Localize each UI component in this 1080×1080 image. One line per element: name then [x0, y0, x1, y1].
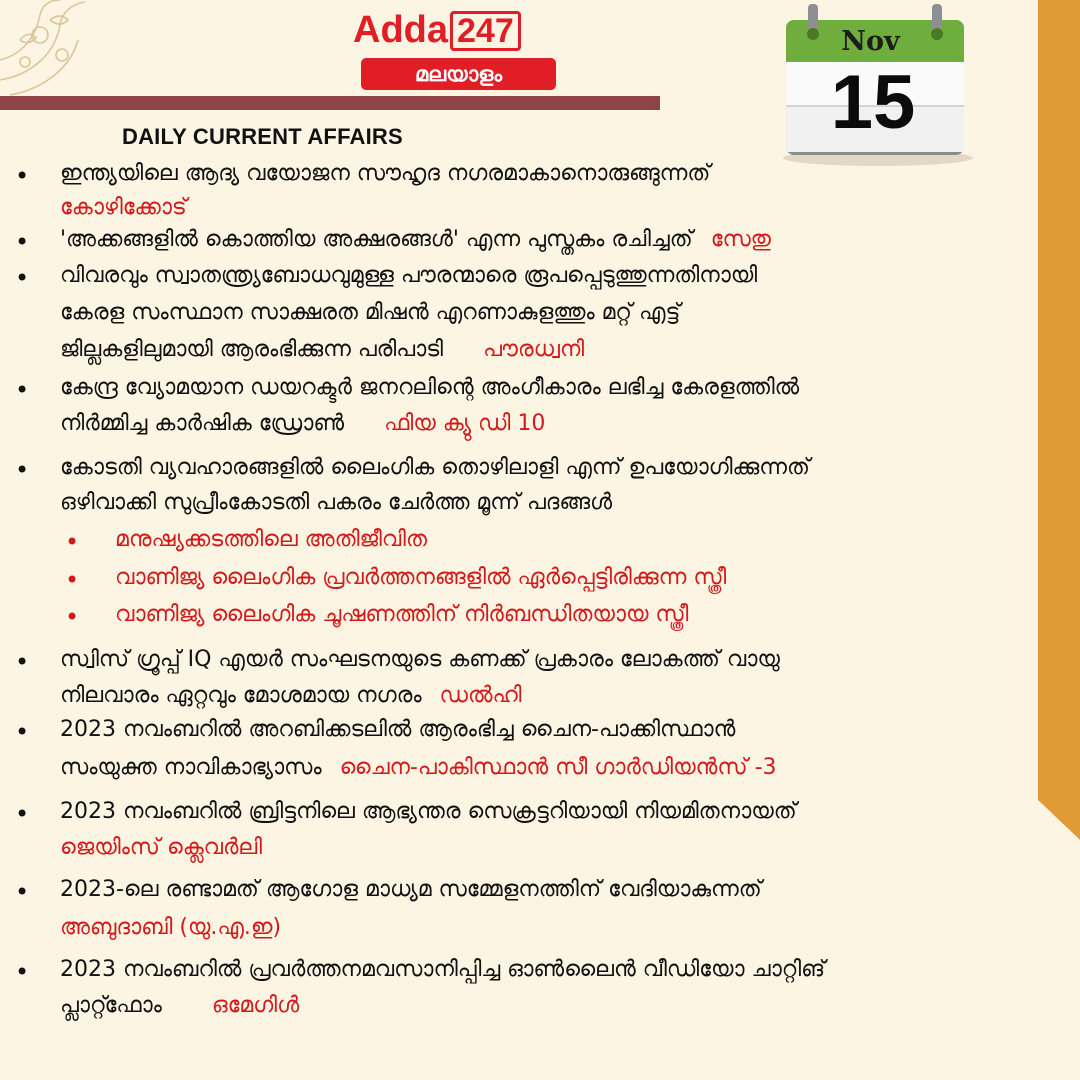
brand-wordmark [353, 8, 563, 52]
header-divider [0, 96, 660, 110]
question-line [60, 754, 777, 782]
answer-text: അബുദാബി (യു.എ.ഇ) [60, 915, 282, 940]
question-line [60, 226, 771, 254]
bullet-dot: • [15, 264, 30, 292]
question-line: കോടതി വ്യവഹാരങ്ങളിൽ ലൈംഗിക തൊഴിലാളി എന്ന് ഉപയോഗിക്കുന്നത് [60, 455, 810, 480]
brand-name: Adda [353, 9, 448, 51]
question-line: സ്വിസ് ഗ്രൂപ്പ് IQ എയർ സംഘടനയുടെ കണക്ക് പ്രകാരം ലോകത്ത് വായു [60, 647, 780, 672]
bullet-dot: • [15, 456, 30, 484]
bullet-dot: • [15, 878, 30, 906]
question-text: പ്ലാറ്റ്ഫോം [60, 993, 162, 1018]
question-text: നിർമ്മിച്ച കാർഷിക ഡ്രോൺ [60, 411, 345, 436]
answer-text: പൗരധ്വനി [483, 337, 585, 362]
bullet-dot: • [15, 958, 30, 986]
question-line: 2023 നവംബറിൽ അറബിക്കടലിൽ ആരംഭിച്ച ചൈന-പാക്കിസ്ഥാൻ [60, 717, 736, 742]
brand-logo [353, 8, 563, 90]
question-text: സംയുക്ത നാവികാഭ്യാസം [60, 755, 322, 780]
bullet-dot: • [15, 648, 30, 676]
question-line: 2023 നവംബറിൽ ബ്രിട്ടനിലെ ആഭ്യന്തര സെക്രട്ടറിയായി നിയമിതനായത് [60, 799, 797, 824]
question-line: ഒഴിവാക്കി സുപ്രീംകോടതി പകരം ചേർത്ത മൂന്ന് പദങ്ങൾ [60, 490, 613, 515]
sub-answer-text: വാണിജ്യ ലൈംഗിക ചൂഷണത്തിന് നിർബന്ധിതയായ സ്ത്രീ [115, 602, 689, 627]
sub-bullet-dot: • [65, 528, 80, 556]
question-text: നിലവാരം ഏറ്റവും മോശമായ നഗരം [60, 683, 422, 708]
question-line: 2023 നവംബറിൽ പ്രവർത്തനമവസാനിപ്പിച്ച ഓൺലൈൻ വീഡിയോ ചാറ്റിങ് [60, 957, 826, 982]
brand-language-label: മലയാളം [361, 58, 556, 90]
sub-bullet-dot: • [65, 566, 80, 594]
calendar-day: 15 [830, 60, 916, 145]
question-line: കേരള സംസ്ഥാന സാക്ഷരത മിഷൻ എറണാകുളത്തും മറ്റ് എട്ട് [60, 300, 681, 325]
sub-answer-text: മനുഷ്യക്കടത്തിലെ അതിജീവിത [115, 527, 427, 552]
question-line: 2023-ലെ രണ്ടാമത് ആഗോള മാധ്യമ സമ്മേളനത്തിന് വേദിയാകുന്നത് [60, 877, 762, 902]
side-band [1038, 0, 1080, 1080]
bullet-dot: • [15, 718, 30, 746]
brand-number: 247 [450, 11, 521, 51]
answer-text: കോഴിക്കോട് [60, 195, 187, 220]
question-line: കേന്ദ്ര വ്യോമയാന ഡയറക്ടർ ജനറലിന്റെ അംഗീകാരം ലഭിച്ച കേരളത്തിൽ [60, 375, 800, 400]
answer-text: സേതു [710, 227, 771, 252]
bullet-dot: • [15, 228, 30, 256]
bullet-dot: • [15, 376, 30, 404]
answer-text: ഒമേഗിൾ [211, 993, 300, 1018]
question-text: 'അക്കങ്ങളിൽ കൊത്തിയ അക്ഷരങ്ങൾ' എന്ന പുസ്തകം രചിച്ചത് [60, 227, 693, 252]
sub-answer-text: വാണിജ്യ ലൈംഗിക പ്രവർത്തനങ്ങളിൽ ഏർപ്പെട്ടിരിക്കുന്ന സ്ത്രീ [115, 565, 727, 590]
question-text: ജില്ലകളിലുമായി ആരംഭിക്കുന്ന പരിപാടി [60, 337, 444, 362]
answer-text: ജെയിംസ് ക്ലെവർലി [60, 835, 262, 860]
calendar-month: Nov [841, 26, 900, 57]
question-line: ഇന്ത്യയിലെ ആദ്യ വയോജന സൗഹൃദ നഗരമാകാനൊരുങ്ങുന്നത് [60, 161, 711, 186]
question-line: വിവരവും സ്വാതന്ത്ര്യബോധവുമുള്ള പൗരന്മാരെ രൂപപ്പെടുത്തുന്നതിനായി [60, 263, 758, 288]
question-line [60, 992, 299, 1020]
answer-text: ഡൽഹി [439, 683, 522, 708]
sub-bullet-dot: • [65, 603, 80, 631]
answer-text: ചൈന-പാകിസ്ഥാൻ സീ ഗാർഡിയൻസ് -3 [339, 755, 777, 780]
question-line [60, 410, 545, 438]
answer-text: ഫിയ ക്യു ഡി 10 [384, 411, 546, 436]
bullet-dot: • [15, 800, 30, 828]
calendar-widget [778, 0, 978, 168]
question-line [60, 682, 522, 710]
page-title: DAILY CURRENT AFFAIRS [122, 124, 403, 149]
corner-ornament [0, 0, 110, 110]
question-line [60, 336, 584, 364]
bullet-dot: • [15, 162, 30, 190]
